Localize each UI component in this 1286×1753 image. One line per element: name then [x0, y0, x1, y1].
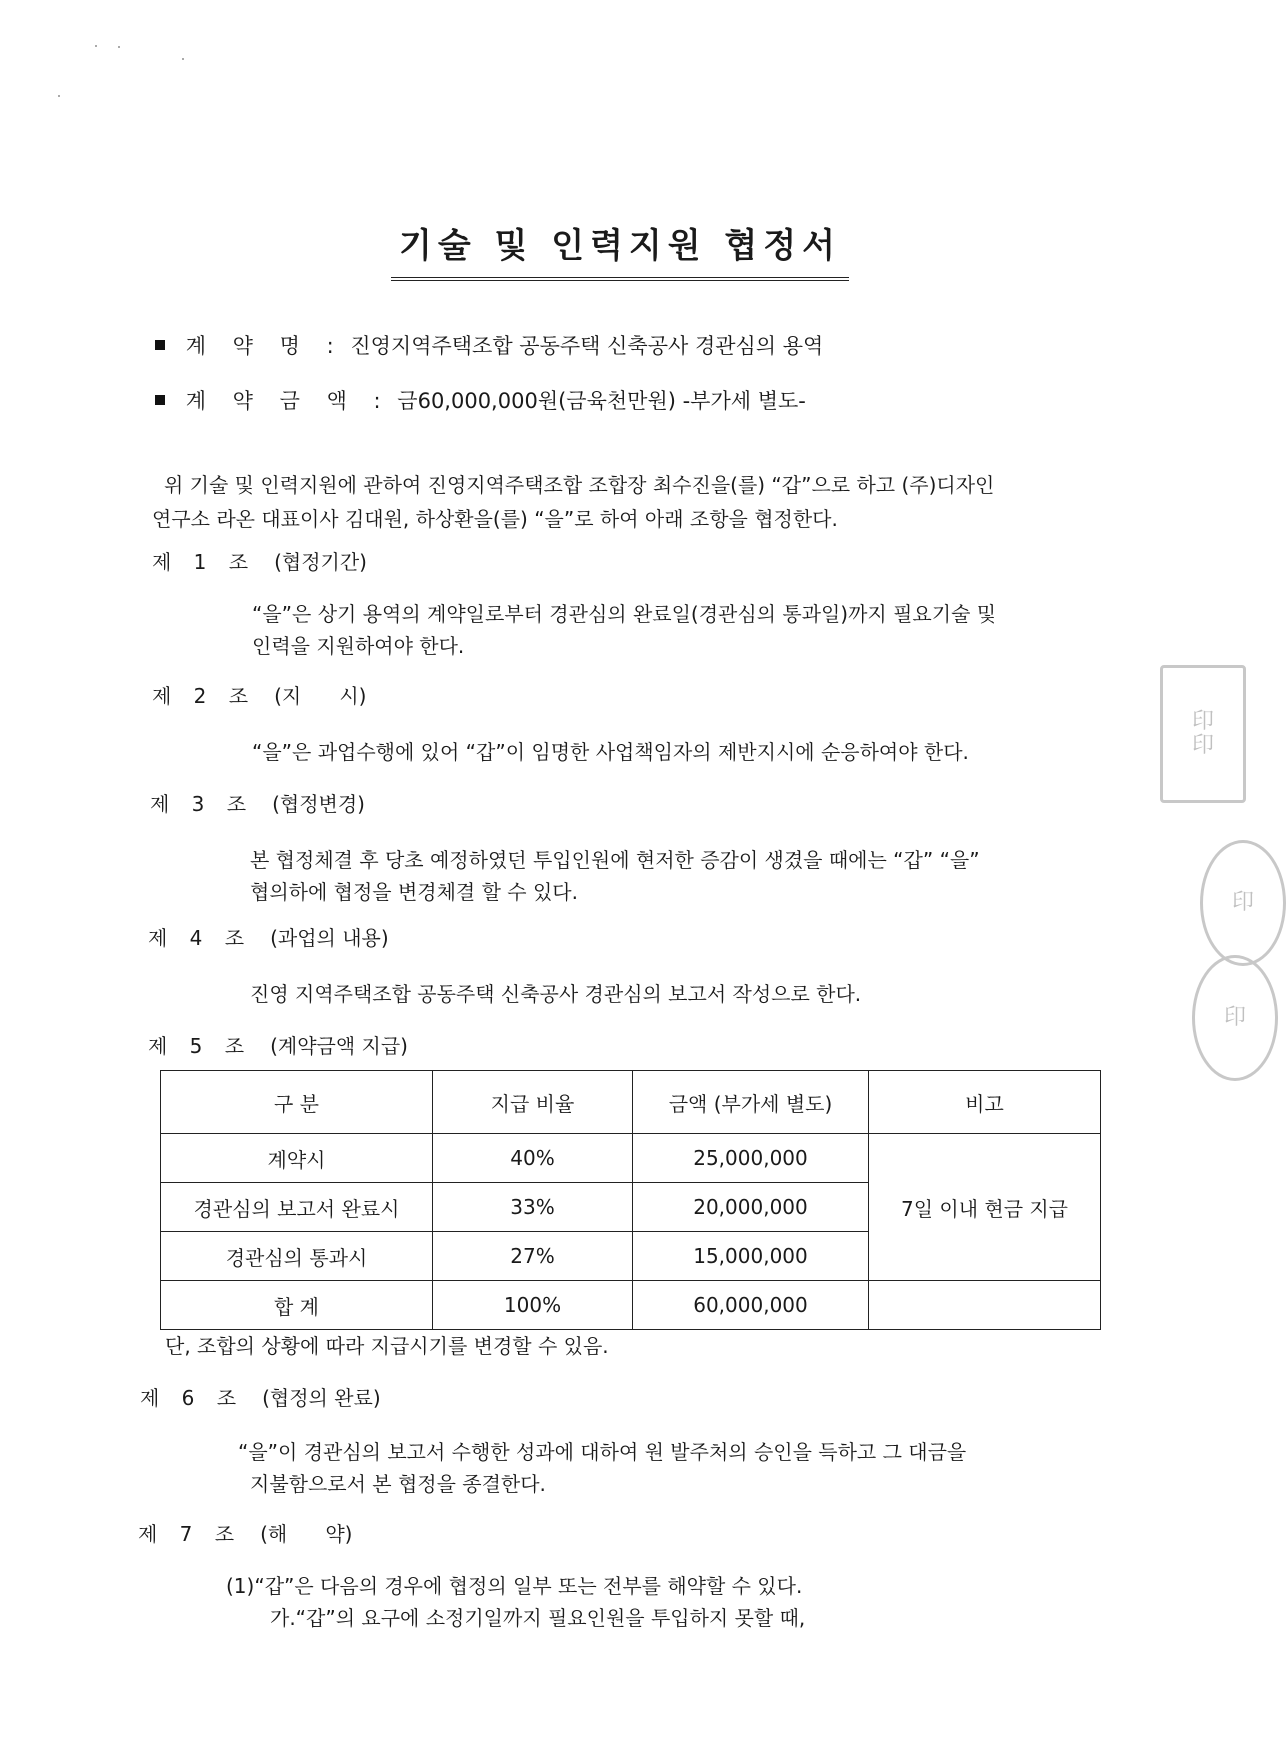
cell-category: 계약시 — [161, 1134, 433, 1183]
cell-total-ratio: 100% — [433, 1281, 633, 1330]
cell-amount: 15,000,000 — [633, 1232, 869, 1281]
scan-speck — [118, 46, 120, 48]
article-6-heading: 제 6 조 (협정의 완료) — [140, 1386, 381, 1410]
cell-ratio: 40% — [433, 1134, 633, 1183]
contract-name-row — [155, 330, 823, 360]
document-title: 기술 및 인력지원 협정서 — [391, 218, 849, 281]
cell-amount: 20,000,000 — [633, 1183, 869, 1232]
table-header-row — [161, 1071, 1101, 1134]
article-1-heading: 제 1 조 (협정기간) — [152, 550, 367, 574]
intro-line: 위 기술 및 인력지원에 관하여 진영지역주택조합 조합장 최수진을(를) “갑”으로 하고 (주)디자인 — [164, 473, 995, 497]
cell-total-amount: 60,000,000 — [633, 1281, 869, 1330]
contract-name-label: 계 약 명 : — [185, 334, 344, 358]
round-seal-stamp: 印 — [1200, 840, 1286, 966]
round-seal-stamp: 印 — [1192, 955, 1278, 1081]
cell-amount: 25,000,000 — [633, 1134, 869, 1183]
article-2-heading: 제 2 조 (지 시) — [152, 684, 367, 708]
article-4-heading: 제 4 조 (과업의 내용) — [148, 926, 389, 950]
scan-speck — [58, 95, 60, 97]
contract-amount-row — [155, 385, 806, 415]
cell-ratio: 33% — [433, 1183, 633, 1232]
company-seal-stamp: 印 印 — [1160, 665, 1246, 803]
bullet-square-icon — [155, 340, 165, 350]
header-category: 구 분 — [161, 1071, 433, 1134]
scan-speck — [182, 58, 184, 60]
header-amount: 금액 (부가세 별도) — [633, 1071, 869, 1134]
article-6-body: “을”이 경관심의 보고서 수행한 성과에 대하여 원 발주처의 승인을 득하고 그 대금을 지불함으로서 본 협정을 종결한다. — [238, 1440, 967, 1496]
intro-line: 연구소 라온 대표이사 김대원, 하상환을(를) “을”로 하여 아래 조항을 협정한다. — [152, 507, 838, 531]
article-5-heading: 제 5 조 (계약금액 지급) — [148, 1034, 408, 1058]
intro-paragraph — [152, 468, 1112, 536]
article-3-body: 본 협정체결 후 당초 예정하였던 투입인원에 현저한 증감이 생겼을 때에는 “갑” “을” 협의하에 협정을 변경체결 할 수 있다. — [250, 848, 980, 904]
cell-ratio: 27% — [433, 1232, 633, 1281]
article-3-heading: 제 3 조 (협정변경) — [150, 792, 365, 816]
article-2-body: “을”은 과업수행에 있어 “갑”이 임명한 사업책임자의 제반지시에 순응하여야 한다. — [252, 740, 969, 764]
bullet-square-icon — [155, 395, 165, 405]
cell-category: 경관심의 통과시 — [161, 1232, 433, 1281]
article-7-heading: 제 7 조 (해 약) — [138, 1522, 353, 1546]
scan-speck — [95, 45, 97, 47]
payment-note: 단, 조합의 상황에 따라 지급시기를 변경할 수 있음. — [165, 1334, 609, 1358]
header-ratio: 지급 비율 — [433, 1071, 633, 1134]
cell-category: 경관심의 보고서 완료시 — [161, 1183, 433, 1232]
article-4-body: 진영 지역주택조합 공동주택 신축공사 경관심의 보고서 작성으로 한다. — [250, 982, 862, 1006]
cell-total-label: 합 계 — [161, 1281, 433, 1330]
contract-name-value: 진영지역주택조합 공동주택 신축공사 경관심의 용역 — [350, 334, 824, 358]
cell-remark: 7일 이내 현금 지급 — [869, 1134, 1101, 1281]
cell-total-remark — [869, 1281, 1101, 1330]
header-remark: 비고 — [869, 1071, 1101, 1134]
table-total-row — [161, 1281, 1101, 1330]
contract-amount-label: 계 약 금 액 : — [185, 389, 391, 413]
payment-table — [160, 1070, 1101, 1330]
article-7-body: (1)“갑”은 다음의 경우에 협정의 일부 또는 전부를 해약할 수 있다. 가.“갑”의 요구에 소정기일까지 필요인원을 투입하지 못할 때, — [226, 1574, 806, 1630]
table-row — [161, 1134, 1101, 1183]
article-1-body: “을”은 상기 용역의 계약일로부터 경관심의 완료일(경관심의 통과일)까지 필요기술 및 인력을 지원하여야 한다. — [252, 602, 997, 658]
contract-amount-value: 금60,000,000원(금육천만원) -부가세 별도- — [397, 389, 806, 413]
